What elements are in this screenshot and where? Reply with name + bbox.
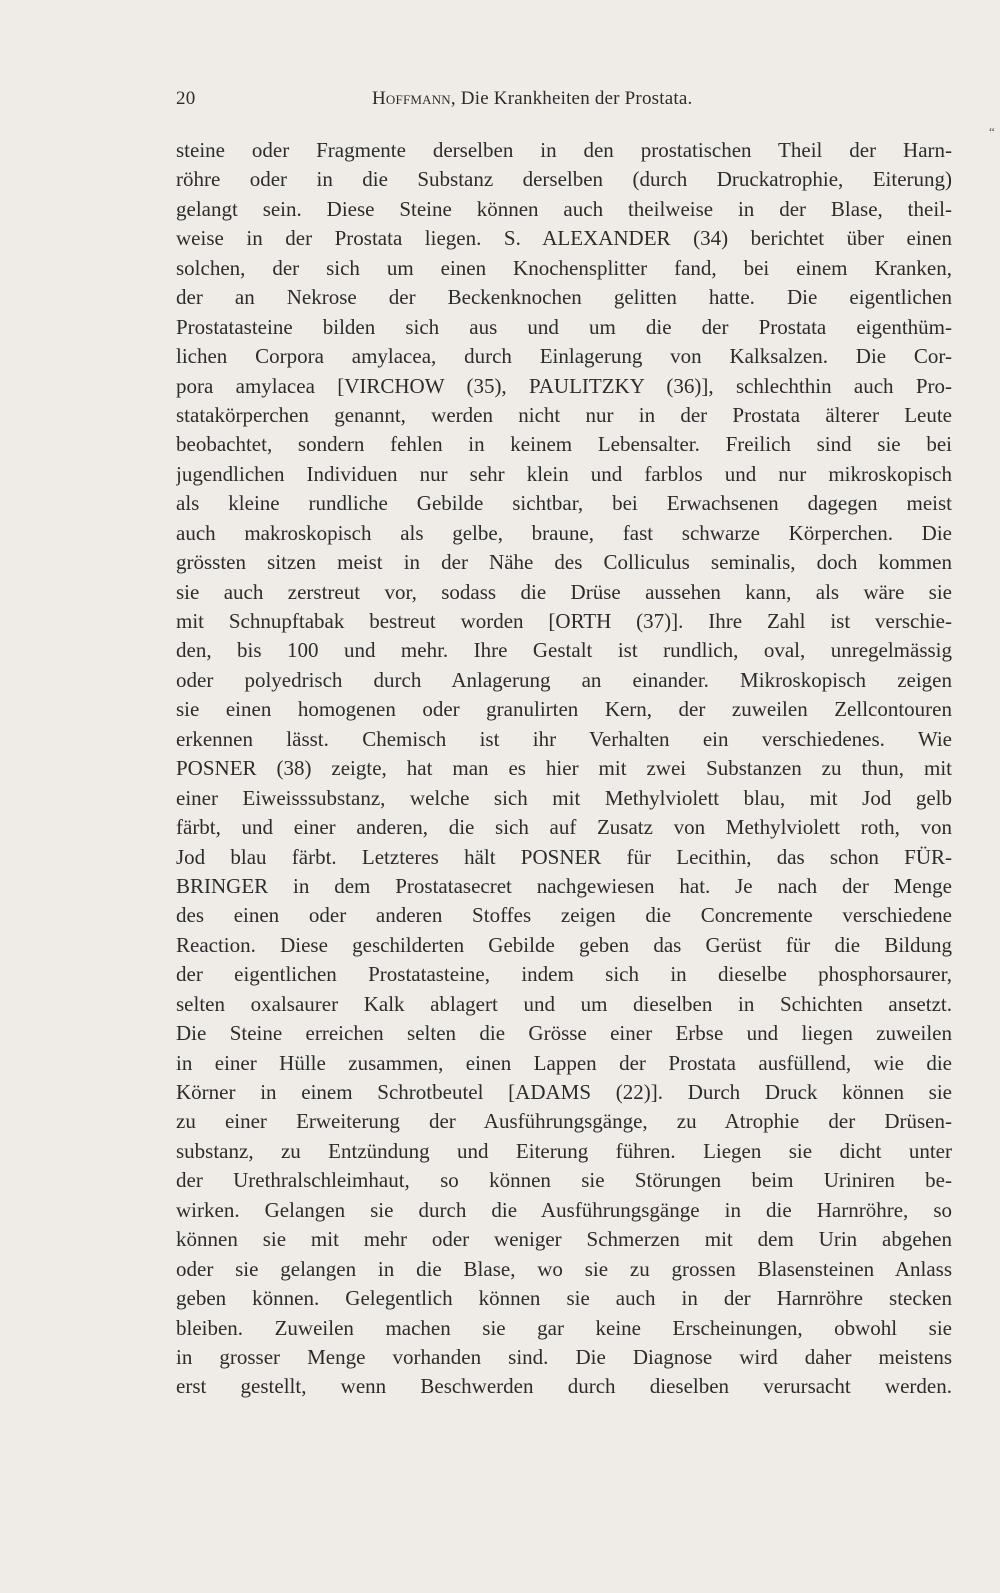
body-text [176,136,952,1402]
text-line: weise in der Prostata liegen. S. ALEXANDER (34) berichtet über einen [176,226,952,251]
page-number: 20 [176,88,196,109]
text-line: geben können. Gelegentlich können sie auch in der Harnröhre stecken [176,1286,952,1311]
text-line: BRINGER in dem Prostatasecret nachgewiesen hat. Je nach der Menge [176,873,952,898]
text-line: pora amylacea [VIRCHOW (35), PAULITZKY (36)], schlechthin auch Pro- [176,373,952,398]
text-line: erkennen lässt. Chemisch ist ihr Verhalten ein verschiedenes. Wie [176,726,952,751]
header-title-text: , Die Krankheiten der Prostata. [450,88,693,109]
text-line: oder sie gelangen in die Blase, wo sie zu grossen Blasensteinen Anlass [176,1256,952,1281]
text-line: den, bis 100 und mehr. Ihre Gestalt ist rundlich, oval, unregelmässig [176,638,952,663]
margin-mark: “ [989,124,995,139]
text-line: Die Steine erreichen selten die Grösse einer Erbse und liegen zuweilen [176,1021,952,1046]
text-line: POSNER (38) zeigte, hat man es hier mit zwei Substanzen zu thun, mit [176,756,952,781]
text-line: gelangt sein. Diese Steine können auch theilweise in der Blase, theil- [176,196,952,221]
text-line: beobachtet, sondern fehlen in keinem Lebensalter. Freilich sind sie bei [176,432,952,457]
text-line: können sie mit mehr oder weniger Schmerzen mit dem Urin abgehen [176,1227,952,1252]
header-author: Hoffmann [372,88,451,109]
text-line: in einer Hülle zusammen, einen Lappen der Prostata ausfüllend, wie die [176,1050,952,1075]
text-line: wirken. Gelangen sie durch die Ausführungsgänge in die Harnröhre, so [176,1197,952,1222]
text-line: Reaction. Diese geschilderten Gebilde geben das Gerüst für die Bildung [176,932,952,957]
text-line: lichen Corpora amylacea, durch Einlagerung von Kalksalzen. Die Cor- [176,344,952,369]
text-line: auch makroskopisch als gelbe, braune, fast schwarze Körperchen. Die [176,520,952,545]
text-line: oder polyedrisch durch Anlagerung an einander. Mikroskopisch zeigen [176,667,952,692]
text-line: sie auch zerstreut vor, sodass die Drüse aussehen kann, als wäre sie [176,579,952,604]
text-line: Körner in einem Schrotbeutel [ADAMS (22)]. Durch Druck können sie [176,1080,952,1104]
text-line: substanz, zu Entzündung und Eiterung führen. Liegen sie dicht unter [176,1138,952,1163]
running-head [176,88,766,114]
text-line: sie einen homogenen oder granulirten Kern, der zuweilen Zellcontouren [176,697,952,722]
text-line: röhre oder in die Substanz derselben (durch Druckatrophie, Eiterung) [176,167,952,192]
text-line: der Urethralschleimhaut, so können sie Störungen beim Uriniren be- [176,1168,952,1193]
text-line: mit Schnupftabak bestreut worden [ORTH (37)]. Ihre Zahl ist verschie- [176,609,952,633]
text-line: selten oxalsaurer Kalk ablagert und um dieselben in Schichten ansetzt. [176,991,952,1016]
text-line: als kleine rundliche Gebilde sichtbar, bei Erwachsenen dagegen meist [176,491,952,516]
text-line: Prostatasteine bilden sich aus und um die der Prostata eigenthüm- [176,314,952,339]
text-line: zu einer Erweiterung der Ausführungsgänge, zu Atrophie der Drüsen- [176,1109,952,1134]
text-line: des einen oder anderen Stoffes zeigen die Concremente verschiedene [176,903,952,928]
text-line: in grosser Menge vorhanden sind. Die Diagnose wird daher meistens [176,1344,952,1369]
text-line: erst gestellt, wenn Beschwerden durch dieselben verursacht werden. [176,1374,952,1399]
text-line: Jod blau färbt. Letzteres hält POSNER für Lecithin, das schon FÜR- [176,844,952,869]
text-line: der an Nekrose der Beckenknochen gelitten hatte. Die eigentlichen [176,285,952,310]
text-line: färbt, und einer anderen, die sich auf Zusatz von Methylviolett roth, von [176,815,952,840]
text-line: bleiben. Zuweilen machen sie gar keine Erscheinungen, obwohl sie [176,1315,952,1340]
header-title [372,88,692,110]
text-line: solchen, der sich um einen Knochensplitter fand, bei einem Kranken, [176,255,952,280]
text-line: grössten sitzen meist in der Nähe des Colliculus seminalis, doch kommen [176,550,952,575]
text-line: statakörperchen genannt, werden nicht nur in der Prostata älterer Leute [176,402,952,427]
text-line: steine oder Fragmente derselben in den prostatischen Theil der Harn- [176,138,952,162]
text-line: einer Eiweisssubstanz, welche sich mit Methylviolett blau, mit Jod gelb [176,785,952,810]
text-line: jugendlichen Individuen nur sehr klein und farblos und nur mikroskopisch [176,461,952,486]
text-line: der eigentlichen Prostatasteine, indem sich in dieselbe phosphorsaurer, [176,962,952,987]
